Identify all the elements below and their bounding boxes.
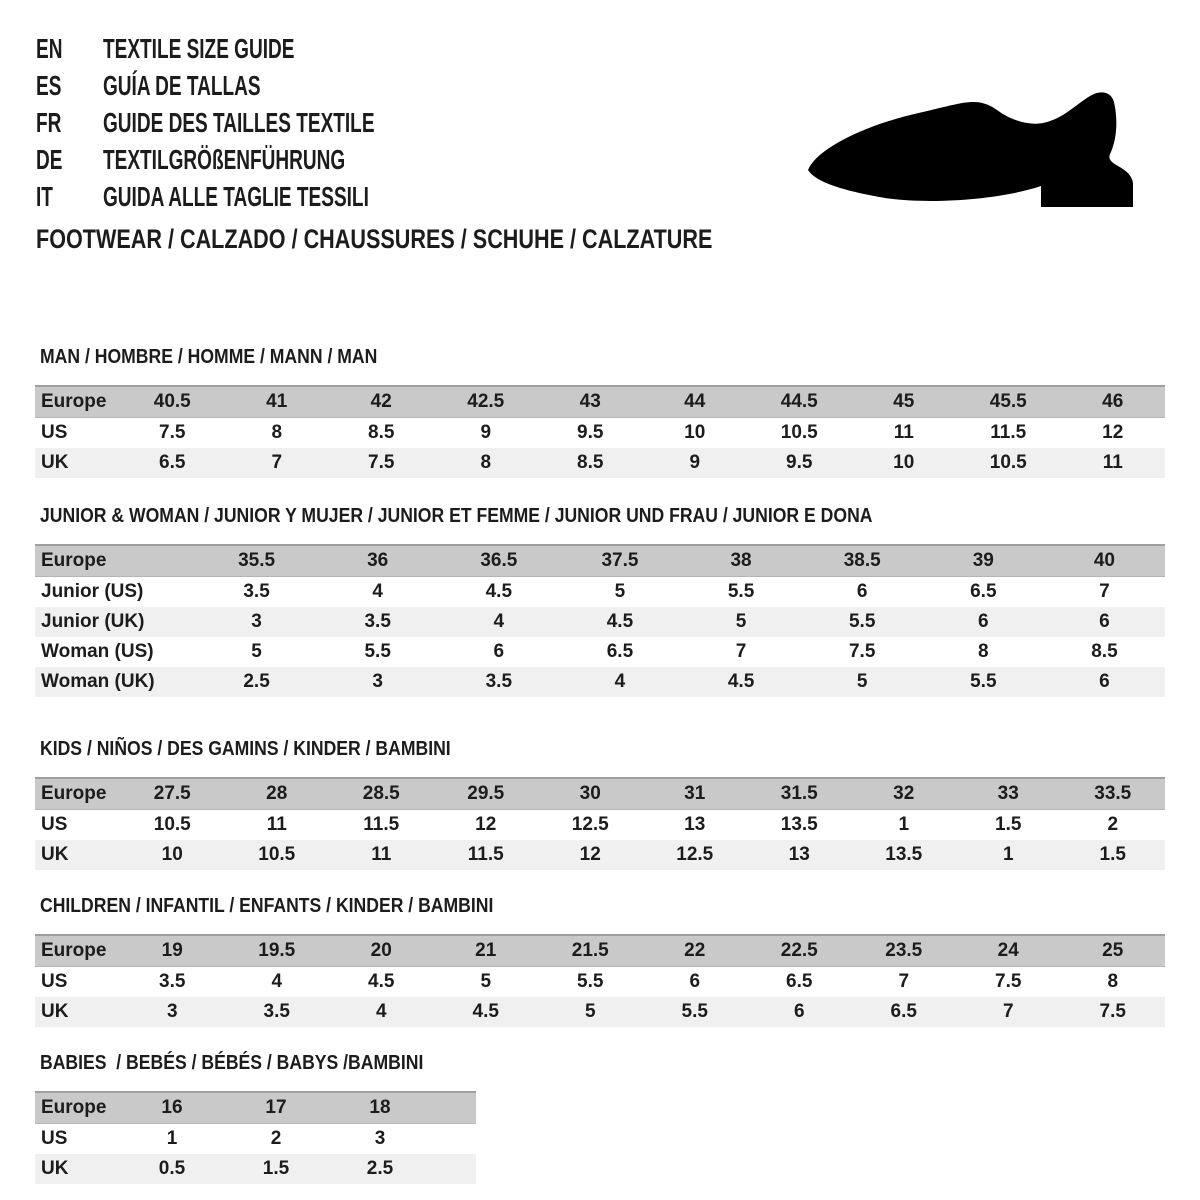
size-section-kids (35, 739, 1200, 870)
size-cell: 8.5 (577, 452, 604, 473)
size-section-children (35, 896, 1200, 1027)
size-cell: 7.5 (995, 971, 1022, 992)
size-cell: 1.5 (1099, 844, 1126, 865)
guide-title-de: TEXTILGRÖßENFÜHRUNG (103, 144, 346, 175)
size-section-man (35, 347, 1200, 478)
size-cell: 23.5 (885, 940, 923, 961)
size-cell: 46 (1102, 391, 1124, 412)
size-cell: 21.5 (571, 940, 609, 961)
size-table-children (35, 934, 1165, 1027)
size-cell: 6.5 (890, 1001, 917, 1022)
size-cell: 17 (265, 1097, 287, 1118)
size-cell: 13 (684, 814, 706, 835)
size-cell: 32 (893, 783, 915, 804)
size-cell: 37.5 (601, 550, 639, 571)
spacer-cell (432, 1124, 476, 1155)
language-code: DE (36, 144, 63, 175)
size-cell: 35.5 (238, 550, 276, 571)
size-cell: 1.5 (995, 814, 1022, 835)
size-cell: 5 (614, 581, 626, 602)
size-cell: 5.5 (727, 581, 755, 602)
row-label: UK (41, 452, 69, 473)
size-cell: 10 (161, 844, 183, 865)
size-cell: 7 (1099, 581, 1110, 602)
row-label: US (41, 814, 68, 835)
size-cell: 1.5 (262, 1158, 290, 1179)
size-cell: 28 (266, 783, 288, 804)
table-row (35, 997, 1165, 1027)
row-label: US (41, 1128, 68, 1149)
size-cell: 11 (266, 814, 287, 835)
size-cell: 45.5 (989, 391, 1027, 412)
size-cell: 3.5 (159, 971, 186, 992)
size-cell: 4 (372, 581, 383, 602)
size-cell: 36.5 (480, 550, 518, 571)
size-cell: 42 (370, 391, 392, 412)
row-label: Junior (US) (41, 581, 144, 602)
size-cell: 6 (1099, 671, 1110, 692)
table-header-row (35, 545, 1165, 577)
size-cell: 1 (898, 814, 910, 835)
size-cell: 8 (271, 422, 283, 443)
size-cell: 40.5 (153, 391, 191, 412)
guide-title-es: GUÍA DE TALLAS (103, 70, 261, 101)
table-header-row (35, 386, 1165, 418)
table-row (35, 577, 1165, 608)
size-cell: 2.5 (243, 671, 270, 692)
size-cell: 8 (978, 641, 989, 662)
size-cell: 28.5 (362, 783, 400, 804)
size-tables-container (35, 347, 1200, 1184)
size-cell: 4.5 (472, 1001, 499, 1022)
size-cell: 7.5 (1099, 1001, 1126, 1022)
row-label: UK (41, 844, 69, 865)
size-cell: 3.5 (485, 671, 513, 692)
size-cell: 5.5 (364, 641, 391, 662)
size-cell: 12 (475, 814, 497, 835)
table-row (35, 1154, 476, 1184)
size-cell: 19 (161, 940, 183, 961)
size-cell: 10 (893, 452, 915, 473)
size-cell: 2 (270, 1128, 282, 1149)
size-cell: 4 (614, 671, 626, 692)
row-label: US (41, 971, 68, 992)
size-cell: 6 (493, 641, 505, 662)
size-section-babies (35, 1053, 1200, 1184)
size-cell: 9 (689, 452, 701, 473)
section-title: JUNIOR & WOMAN / JUNIOR Y MUJER / JUNIOR ET FEMME / JUNIOR UND FRAU / JUNIOR E DONA (40, 505, 873, 527)
size-cell: 7 (1002, 1001, 1014, 1022)
size-cell: 10.5 (258, 844, 296, 865)
size-cell: 6.5 (159, 452, 186, 473)
size-cell: 6.5 (970, 581, 997, 602)
size-cell: 19.5 (258, 940, 296, 961)
size-cell: 5 (584, 1001, 596, 1022)
table-header-row (35, 1092, 476, 1124)
size-cell: 5 (480, 971, 492, 992)
size-table-kids (35, 777, 1165, 870)
table-header-row (35, 935, 1165, 967)
size-cell: 29.5 (467, 783, 505, 804)
size-cell: 4.5 (606, 611, 634, 632)
size-cell: 7 (735, 641, 747, 662)
size-cell: 12 (1102, 422, 1124, 443)
language-code: EN (36, 33, 63, 64)
row-label: UK (41, 1158, 69, 1179)
dress-shoe-icon (805, 86, 1145, 218)
table-row (35, 418, 1165, 449)
row-label: Europe (41, 391, 107, 412)
size-cell: 8 (1107, 971, 1119, 992)
size-cell: 22 (684, 940, 706, 961)
guide-title-it: GUIDA ALLE TAGLIE TESSILI (103, 181, 369, 212)
size-cell: 6.5 (606, 641, 634, 662)
size-cell: 13.5 (780, 814, 818, 835)
guide-title-fr: GUIDE DES TAILLES TEXTILE (103, 107, 375, 138)
size-cell: 6 (689, 971, 701, 992)
size-cell: 12.5 (676, 844, 714, 865)
size-cell: 20 (370, 940, 392, 961)
size-cell: 4 (493, 611, 505, 632)
size-cell: 3.5 (243, 581, 270, 602)
size-cell: 8 (480, 452, 492, 473)
size-cell: 30 (579, 783, 601, 804)
language-row-en (36, 30, 1200, 67)
size-cell: 7.5 (159, 422, 186, 443)
size-cell: 2.5 (366, 1158, 394, 1179)
guide-title-en: TEXTILE SIZE GUIDE (103, 33, 295, 64)
language-code: IT (36, 181, 53, 212)
table-row (35, 607, 1165, 637)
size-cell: 13 (788, 844, 810, 865)
size-cell: 11.5 (363, 814, 400, 835)
size-cell: 4 (271, 971, 283, 992)
size-cell: 11 (371, 844, 392, 865)
table-row (35, 967, 1165, 998)
size-cell: 9 (480, 422, 492, 443)
size-cell: 3 (166, 1001, 178, 1022)
size-cell: 4.5 (727, 671, 755, 692)
size-cell: 12 (579, 844, 601, 865)
size-cell: 33 (997, 783, 1019, 804)
table-row (35, 1124, 476, 1155)
size-cell: 13.5 (885, 844, 923, 865)
size-table-junior_woman (35, 544, 1165, 697)
section-title: MAN / HOMBRE / HOMME / MANN / MAN (40, 346, 378, 368)
table-header-row (35, 778, 1165, 810)
size-cell: 7.5 (848, 641, 876, 662)
size-cell: 27.5 (153, 783, 191, 804)
table-row (35, 448, 1165, 478)
size-cell: 8.5 (368, 422, 395, 443)
table-row (35, 637, 1165, 667)
row-label: Junior (UK) (41, 611, 145, 632)
size-cell: 22.5 (780, 940, 818, 961)
size-cell: 3 (372, 671, 383, 692)
size-cell: 43 (579, 391, 601, 412)
table-row (35, 667, 1165, 697)
size-cell: 7 (271, 452, 283, 473)
row-label: Europe (41, 783, 107, 804)
size-cell: 10.5 (153, 814, 191, 835)
row-label: Woman (UK) (41, 671, 155, 692)
size-cell: 6 (856, 581, 868, 602)
size-cell: 12.5 (571, 814, 609, 835)
size-cell: 5 (856, 671, 868, 692)
size-cell: 4.5 (485, 581, 513, 602)
category-heading: FOOTWEAR / CALZADO / CHAUSSURES / SCHUHE / CALZATURE (36, 224, 713, 254)
size-cell: 4.5 (368, 971, 395, 992)
size-cell: 6.5 (786, 971, 813, 992)
size-cell: 24 (997, 940, 1019, 961)
size-cell: 39 (972, 550, 994, 571)
size-cell: 2 (1107, 814, 1119, 835)
size-cell: 21 (475, 940, 497, 961)
size-table-man (35, 385, 1165, 478)
size-cell: 31 (684, 783, 706, 804)
row-label: Europe (41, 940, 107, 961)
size-cell: 36 (367, 550, 389, 571)
size-cell: 5 (251, 641, 262, 662)
section-title: CHILDREN / INFANTIL / ENFANTS / KINDER / BAMBINI (40, 895, 494, 917)
row-label: Europe (41, 1097, 107, 1118)
size-cell: 40 (1093, 550, 1115, 571)
size-cell: 6 (978, 611, 989, 632)
size-table-babies (35, 1091, 476, 1184)
size-cell: 10 (684, 422, 706, 443)
size-cell: 3.5 (364, 611, 391, 632)
size-cell: 9.5 (786, 452, 813, 473)
size-cell: 3.5 (263, 1001, 290, 1022)
size-cell: 41 (266, 391, 288, 412)
size-cell: 5.5 (577, 971, 604, 992)
size-cell: 7.5 (368, 452, 395, 473)
size-cell: 11.5 (990, 422, 1027, 443)
table-row (35, 810, 1165, 841)
table-row (35, 840, 1165, 870)
row-label: Europe (41, 550, 107, 571)
row-label: Woman (US) (41, 641, 154, 662)
size-cell: 3 (374, 1128, 386, 1149)
size-cell: 6 (1099, 611, 1110, 632)
size-cell: 18 (369, 1097, 391, 1118)
size-section-junior_woman (35, 506, 1200, 697)
size-cell: 42.5 (467, 391, 505, 412)
size-cell: 11 (1102, 452, 1123, 473)
header (0, 30, 1200, 255)
size-cell: 38.5 (843, 550, 881, 571)
size-cell: 10.5 (989, 452, 1027, 473)
section-title: KIDS / NIÑOS / DES GAMINS / KINDER / BAMBINI (40, 738, 451, 760)
size-cell: 7 (898, 971, 910, 992)
size-cell: 1 (1002, 844, 1014, 865)
size-cell: 5.5 (848, 611, 876, 632)
size-cell: 8.5 (1091, 641, 1118, 662)
size-cell: 44 (684, 391, 706, 412)
size-cell: 11.5 (467, 844, 504, 865)
size-cell: 11 (893, 422, 914, 443)
size-cell: 16 (161, 1097, 183, 1118)
size-cell: 0.5 (158, 1158, 186, 1179)
size-cell: 33.5 (1094, 783, 1132, 804)
size-cell: 25 (1102, 940, 1124, 961)
size-cell: 31.5 (780, 783, 818, 804)
size-cell: 38 (730, 550, 752, 571)
size-cell: 5.5 (970, 671, 997, 692)
size-cell: 9.5 (577, 422, 604, 443)
row-label: US (41, 422, 68, 443)
size-cell: 5 (735, 611, 747, 632)
size-cell: 4 (375, 1001, 387, 1022)
size-cell: 1 (166, 1128, 178, 1149)
size-cell: 10.5 (780, 422, 818, 443)
size-cell: 5.5 (681, 1001, 708, 1022)
section-title: BABIES / BEBÉS / BÉBÉS / BABYS /BAMBINI (40, 1052, 424, 1074)
size-cell: 3 (251, 611, 262, 632)
spacer-cell (432, 1154, 476, 1184)
size-cell: 6 (793, 1001, 805, 1022)
size-cell: 45 (893, 391, 915, 412)
size-cell: 44.5 (780, 391, 818, 412)
language-code: ES (36, 70, 62, 101)
spacer-cell (432, 1092, 476, 1124)
language-code: FR (36, 107, 62, 138)
row-label: UK (41, 1001, 69, 1022)
